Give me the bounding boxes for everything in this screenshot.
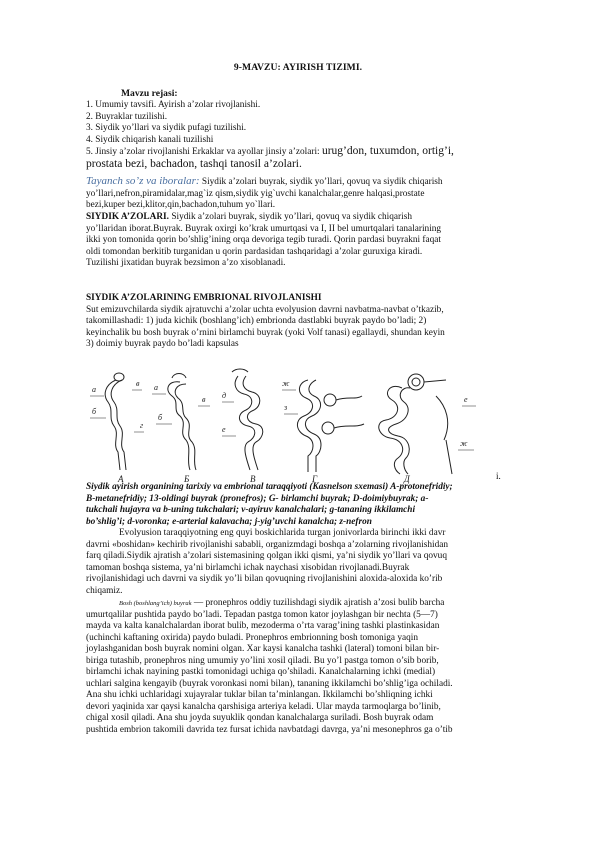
paragraph-line: Tuzilishi jixatidan buyrak bezsimon a’zo xisoblanadi. [86, 258, 286, 269]
paragraph-line: uchlari salgina kengayib (buyrak voronkasi nomi bilan), tananing ikkilamchi bo’shlig’iga ochiladi. [86, 678, 453, 689]
evolution-paragraph [86, 528, 500, 597]
plan-item: 2. Buyraklar tuzilishi. [86, 111, 168, 122]
figure-number: i. [496, 471, 501, 481]
caption-line: tukchali hujayra va b-uning tukchalari; v-ayiruv kanalchalari; g-tananing ikkilamchi [86, 505, 416, 516]
keywords-label: Tayanch so’z va iboralar: [86, 175, 200, 187]
paragraph-line: 3) doimiy buyrak paydo bo’ladi kapsulas [86, 339, 239, 350]
svg-text:в: в [202, 395, 206, 404]
section-label: SIYDIK A’ZOLARI. [86, 212, 169, 222]
figure-panel-label: Г [312, 474, 318, 484]
plan-item-text-large: urug’don, tuxumdon, ortig’i, [321, 145, 454, 158]
svg-text:д: д [222, 391, 227, 400]
paragraph-line: — pronephros oddiy tuzilishdagi siydik ajratish a’zosi bulib barcha [191, 598, 445, 608]
page-title: 9-MAVZU: AYIRISH TIZIMI. [233, 62, 363, 73]
paragraph-line: mayda va kalta kanalchalardan iborat bulib, mezoderma o’rta varag’ining tashki plastinkasidan [86, 621, 440, 632]
caption-line: Siydik ayirish organining tarixiy va embrional taraqqiyoti (Kasnelson sxemasi) A-protonefridiy; [86, 482, 453, 492]
paragraph-line: chigal xosil qiladi. Ana shu joyda suyuklik qondan kanalchalarga suriladi. Bosh buyrak odam [86, 713, 434, 724]
plan-item: 3. Siydik yo’llari va siydik pufagi tuzilishi. [86, 123, 247, 134]
svg-text:ж: ж [460, 439, 468, 448]
paragraph-line: biriga tutashib, pronephros ning umumiy yo’lini xosil qiladi. Bu yo’l pastga tomon o’sib borib, [86, 655, 439, 666]
paragraph-line: birlamchi ichak nayining pastki tomonidagi uchiga qo’shiladi. Kanalchalarning ichki (medial) [86, 667, 436, 678]
paragraph-line: farq qiladi.Siydik ajratish a’zolari sistemasining qolgan ikki qismi, ya’ni siydik yo’llari va qovuq [86, 551, 447, 562]
keywords-line: yo’llari,nefron,piramidalar,mag`iz qism,siydik yig`uvchi kanalchalar,genre halqasi,prostate [86, 188, 425, 199]
paragraph-line: devori yaqinida xar qaysi kanalcha qarshisiga arteriya keladi. Ular mayda tarmoqlarga bo’linib, [86, 701, 441, 712]
keywords-text: Siydik a’zolari buyrak, siydik yo’llari, qovuq va siydik chiqarish [199, 177, 443, 187]
paragraph-line: joylashganidan bosh buyrak nomini olgan. Xar kaysi kanalcha tashki (lateral) tomoni bilan bir- [86, 644, 440, 655]
paragraph-line: davrni «boshidan» kechirib rivojlanishi sababli, organizmdagi boshqa a’zolarning rivojlanishidan [86, 539, 449, 550]
plan-item-text: 5. Jinsiy a’zolar rivojlanishi Erkaklar va ayollar jinsiy a’zolari: [86, 147, 322, 158]
svg-text:a: a [92, 385, 96, 394]
paragraph-line: oldi tomondan berkitib turganidan u qorin pardasidan tashqaridagi a’zolar guruxiga kiradi. [86, 246, 423, 257]
paragraph-line: Evolyusion taraqqiyotning eng quyi boskichlarida turgan jonivorlarda birinchi ikki davr [119, 528, 446, 538]
caption-line: B-metanefridiy; 13-oldingi buyrak (pronefros); G- birlamchi buyrak; D-doimiybuyrak; a- [86, 493, 429, 504]
paragraph-line: chiqamiz. [86, 585, 123, 596]
figure-panel-label: Д [404, 474, 410, 484]
svg-text:б: б [92, 407, 97, 416]
paragraph-line: rivojlanishidagi uch davrni va siydik yo’li bilan qovuqning rivojlanishini aloxida-aloxida ko’rib [86, 574, 443, 585]
keywords-line: bezi,kuper bezi,klitor,qin,bachadon,tuhum yo`llari. [86, 200, 276, 211]
svg-text:е: е [464, 395, 468, 404]
embrional-section [86, 293, 500, 351]
svg-text:a: a [154, 383, 158, 392]
inline-term: Bosh (boshlang’ich) buyrak [119, 600, 192, 607]
svg-text:е: е [222, 425, 226, 434]
siydik-paragraph [86, 212, 500, 270]
plan-item: 4. Siydik chiqarish kanali tuzilishi [86, 134, 214, 145]
figure-caption [86, 482, 500, 528]
caption-line: bo’shlig’i; d-voronka; e-arterial kalavacha; j-yig’uvchi kanalcha; z-nefron [86, 516, 372, 527]
paragraph-line: takomillashadi: 1) juda kichik (boshlang’ich) embrionda dastlabki buyrak paydo bo’ladi; 2) [86, 316, 427, 327]
paragraph-line: Siydik a’zolari buyrak, siydik yo’llari, qovuq va siydik chiqarish [169, 212, 412, 222]
svg-text:г: г [140, 421, 144, 430]
paragraph-line: umurtqalilar pushtida paydo bo’ladi. Tepadan pastga tomon kator joylashgan bir nechta (5—7) [86, 609, 438, 620]
svg-text:з: з [284, 403, 288, 412]
svg-text:б: б [158, 413, 163, 422]
paragraph-line: Ana shu ichki uchlaridagi xujayralar tuklar bilan ta’minlangan. Ikkilamchi bo’shliqning ichki [86, 690, 433, 701]
figure-panel-label: Б [184, 474, 190, 484]
plan-item-continuation: prostata bezi, bachadon, tashqi tanosil a’zolari. [86, 157, 302, 170]
plan-list [86, 100, 506, 170]
svg-text:в: в [136, 379, 140, 388]
paragraph-line: ikki yon tomonida qorin bo’shlig’ining orqa devoriga tegib turadi. Qorin pardasi buyrakni faqat [86, 235, 442, 246]
figure-panel-label: A [118, 474, 124, 484]
paragraph-line: pushtida embrion takomili davrida tez fursat ichida navbatdagi davrga, ya’ni mesonephros ga o’tib [86, 725, 453, 736]
bosh-buyrak-paragraph [86, 598, 500, 737]
paragraph-line: tamoman boshqa sistema, ya’ni birlamchi ichak naychasi xisobidan rivojlanadi.Buyrak [86, 562, 410, 573]
svg-text:ж: ж [282, 379, 290, 388]
figure-panel-label: В [250, 474, 256, 484]
paragraph-line: yo’llaridan iborat.Buyrak. Buyrak oxirgi ko’krak umurtqasi va I, II bel umurtqalari tanalarining [86, 223, 442, 234]
paragraph-line: Sut emizuvchilarda siydik ajratuvchi a’zolar uchta evolyusion davrni navbatma-navbat o’tkazib, [86, 304, 444, 315]
paragraph-line: (uchinchi kaftaning oxirida) paydo buladi. Pronephros embrionning bosh tomoniga yaqin [86, 632, 419, 643]
kidney-evolution-figure [86, 366, 500, 484]
paragraph-line: keyinchalik bu bosh buyrak o’rnini birlamchi buyrak (yoki Volf tanasi) egallaydi, shundan keyin [86, 327, 445, 338]
keywords-paragraph [86, 176, 500, 212]
plan-heading: Mavzu rejasi: [121, 88, 178, 99]
plan-item: 1. Umumiy tavsifi. Ayirish a’zolar rivojlanishi. [86, 100, 261, 110]
section-heading: SIYDIK A’ZOLARINING EMBRIONAL RIVOJLANISHI [86, 293, 322, 303]
plan-item [86, 146, 506, 159]
